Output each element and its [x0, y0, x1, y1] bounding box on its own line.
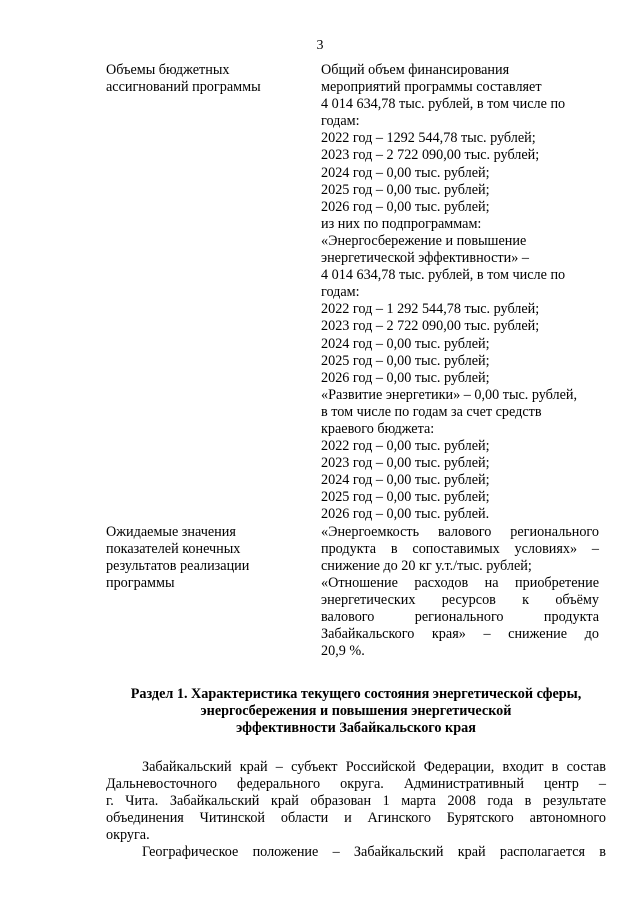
budget-value-line: из них по подпрограммам: [321, 215, 482, 232]
page-number: 3 [316, 38, 324, 53]
expected-label-line: программы [106, 574, 175, 591]
expected-results-value [321, 524, 599, 661]
budget-value-line: 2024 год – 0,00 тыс. рублей; [321, 335, 490, 352]
expected-value-line: «Отношение расходов на приобретение [321, 574, 599, 591]
budget-value-line: 2023 год – 2 722 090,00 тыс. рублей; [321, 318, 540, 335]
expected-label-line: показателей конечных [106, 540, 241, 557]
budget-value-line: энергетической эффективности» – [321, 250, 529, 267]
budget-value-line: 2025 год – 0,00 тыс. рублей; [321, 489, 490, 506]
budget-value-line: 4 014 634,78 тыс. рублей, в том числе по [321, 267, 566, 284]
passport-row-budget [106, 62, 606, 524]
budget-value-line: 2023 год – 0,00 тыс. рублей; [321, 455, 490, 472]
budget-value-line: годам: [321, 113, 360, 130]
budget-value-line: 2025 год – 0,00 тыс. рублей; [321, 352, 490, 369]
budget-value-line: в том числе по годам за счет средств [321, 403, 542, 420]
section-title-line: эффективности Забайкальского края [236, 720, 476, 737]
budget-value-line: 2022 год – 1 292 544,78 тыс. рублей; [321, 301, 540, 318]
passport-row-expected-results [106, 524, 606, 661]
paragraph-line: г. Чита. Забайкальский край образован 1 марта 2008 года в результате [106, 793, 606, 810]
budget-value-line: годам: [321, 284, 360, 301]
section-title-line: энергосбережения и повышения энергетической [200, 703, 512, 720]
budget-value-line: 2026 год – 0,00 тыс. рублей. [321, 506, 490, 523]
budget-value-line: Общий объем финансирования [321, 62, 510, 78]
budget-value-line: 2024 год – 0,00 тыс. рублей; [321, 472, 490, 489]
budget-value-line: 2023 год – 2 722 090,00 тыс. рублей; [321, 147, 540, 164]
expected-value-line: Забайкальского края» – снижение до [321, 626, 599, 643]
budget-label [106, 62, 321, 524]
budget-label-line: Объемы бюджетных [106, 62, 230, 78]
paragraph-line: Географическое положение – Забайкальский край располагается в [142, 844, 606, 861]
expected-value-line: энергетических ресурсов к объёму [321, 591, 599, 608]
budget-value-line: мероприятий программы составляет [321, 79, 542, 96]
budget-label-line: ассигнований программы [106, 79, 261, 96]
expected-value-line: 20,9 %. [321, 643, 365, 660]
budget-value-line: 2025 год – 0,00 тыс. рублей; [321, 181, 490, 198]
budget-value-line: «Развитие энергетики» – 0,00 тыс. рублей, [321, 386, 578, 403]
budget-value-line: 2022 год – 1292 544,78 тыс. рублей; [321, 130, 536, 147]
budget-value-line: «Энергосбережение и повышение [321, 232, 527, 249]
budget-value [321, 62, 599, 524]
budget-value-line: 2022 год – 0,00 тыс. рублей; [321, 438, 490, 455]
expected-results-label [106, 524, 321, 661]
expected-value-line: снижение до 20 кг у.т./тыс. рублей; [321, 557, 532, 574]
section-title [106, 686, 606, 738]
budget-value-line: 2024 год – 0,00 тыс. рублей; [321, 164, 490, 181]
expected-label-line: Ожидаемые значения [106, 523, 236, 540]
budget-value-line: краевого бюджета: [321, 420, 435, 437]
section-title-line: Раздел 1. Характеристика текущего состояния энергетической сферы, [130, 686, 582, 702]
body-paragraphs [106, 759, 606, 862]
budget-value-line: 4 014 634,78 тыс. рублей, в том числе по [321, 96, 566, 113]
expected-value-line: «Энергоемкость валового регионального [321, 523, 599, 540]
paragraph-line: Забайкальский край – субъект Российской Федерации, входит в состав [142, 759, 606, 775]
expected-value-line: валового регионального продукта [321, 609, 599, 625]
program-passport-table [106, 62, 606, 660]
paragraph-line: объединения Читинской области и Агинского Бурятского автономного [106, 810, 606, 827]
paragraph-line: Дальневосточного федерального округа. Административный центр – [106, 776, 606, 793]
budget-value-line: 2026 год – 0,00 тыс. рублей; [321, 369, 490, 386]
expected-value-line: продукта в сопоставимых условиях» – [321, 540, 599, 557]
budget-value-line: 2026 год – 0,00 тыс. рублей; [321, 198, 490, 215]
paragraph-line: округа. [106, 827, 150, 844]
expected-label-line: результатов реализации [106, 557, 250, 574]
